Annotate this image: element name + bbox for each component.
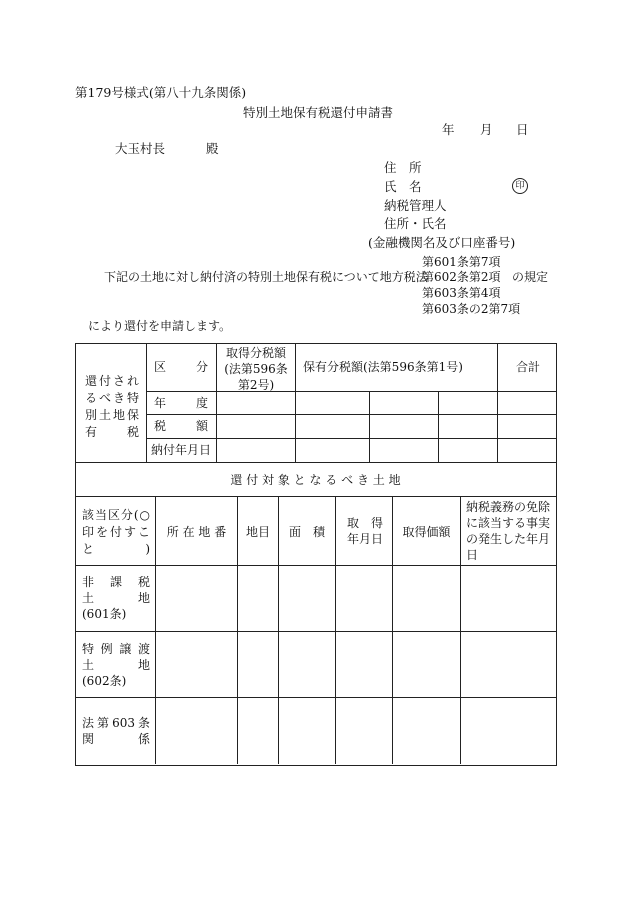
statement-line2: により還付を申請します。 [88,319,232,333]
applicant-address-label: 住 所 [384,160,422,175]
addressee-name: 大玉村長 [115,141,166,156]
category-label: 区 分 [154,360,208,374]
fiscal-year-label: 年 度 [154,396,208,410]
article-603-label-2: 関 係 [82,732,150,746]
seal-mark: 印 [512,178,528,194]
statement-prefix: 下記の土地に対し納付済の特別土地保有税について地方税法 [104,270,428,284]
land-type-column-header: 地目 [245,525,270,539]
acquisition-date-column-header: 取 得年月日 [346,516,383,546]
bank-account-info: (金融機関名及び口座番号) [368,235,516,250]
location-column-header: 所 在 地 番 [166,525,227,539]
refund-tax-header: 還付されるべき特別土地保有税 [85,374,139,439]
special-transfer-land-label: 特例譲渡 [82,642,150,656]
article-option-603: 第603条第4項 [422,286,501,300]
article-603-label: 法第603条 [82,716,150,730]
document-title: 特別土地保有税還付申請書 [243,105,394,120]
date-month-label: 月 [480,122,493,137]
acquisition-tax-header: 取得分税額(法第596条第2号) [224,346,288,392]
tax-administrator-label: 納税管理人 [384,198,447,213]
article-option-602: 第602条第2項 [422,270,501,284]
payment-date-label: 納付年月日 [151,443,212,457]
article-option-603-2: 第603条の2第7項 [422,302,521,316]
non-taxable-land-article: (601条) [82,607,127,621]
non-taxable-land-label-2: 土 地 [82,591,150,605]
special-transfer-land-article: (602条) [82,674,127,688]
addressee-honorific: 殿 [206,141,219,156]
acquisition-price-column-header: 取得価額 [402,525,451,539]
tax-amount-label: 税 額 [154,419,208,433]
tax-administrator-address-name: 住所・氏名 [384,216,447,231]
non-taxable-land-label: 非 課 税 [82,575,150,589]
applicant-name-label: 氏 名 [384,179,422,194]
area-column-header: 面 積 [288,525,325,539]
article-option-601: 第601条第7項 [422,255,501,269]
special-transfer-land-label-2: 土 地 [82,658,150,672]
date-day-label: 日 [516,122,529,137]
date-year-label: 年 [442,122,455,137]
form-number: 第179号様式(第八十九条関係) [75,85,247,100]
category-column-header: 該当区分(○印を付すこと) [82,508,150,556]
refund-land-section-title: 還 付 対 象 と な る べ き 土 地 [230,473,401,487]
statement-suffix: の規定 [512,270,549,284]
holding-tax-header: 保有分税額(法第596条第1号) [303,360,463,374]
exemption-date-column-header: 納税義務の免除に該当する事実の発生した年月日 [466,500,551,562]
total-header: 合計 [516,360,541,374]
